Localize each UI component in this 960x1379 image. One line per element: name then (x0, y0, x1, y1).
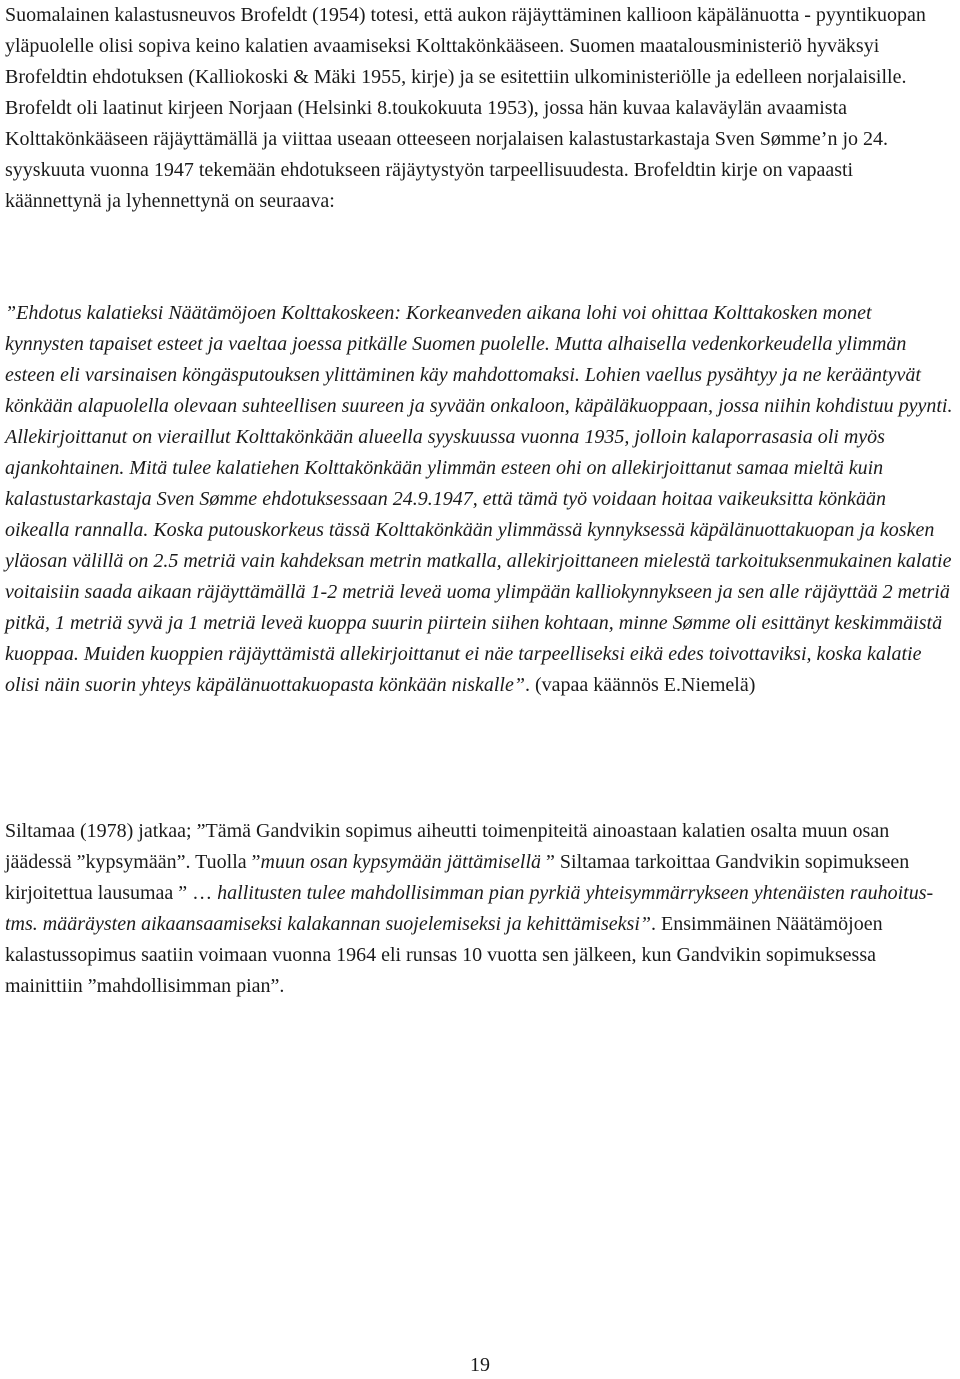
quote-text: ”Ehdotus kalatieksi Näätämöjoen Kolttakoskeen: Korkeanveden aikana lohi voi ohittaa Kolttakosken monet kynnysten tapaiset esteet ja vaeltaa joessa pitkälle Suomen puolelle. Mutta alhaisella vedenkorkeudella ylimmän esteen eli varsinaisen köngäsputouksen ylittäminen käy mahdottomaksi. Lohien vaellus pysähtyy ja ne kerääntyvät könkään alapuolella olevaan suhteellisen suureen ja syvään onkaloon, käpäläkuoppaan, jossa niihin kohdistuu pyynti. Allekirjoittanut on vieraillut Kolttakönkään alueella syyskuussa vuonna 1935, jolloin kalaporrasasia oli myös ajankohtainen. Mitä tulee kalatiehen Kolttakönkään ylimmän esteen ohi on allekirjoittanut samaa mieltä kuin kalastustarkastaja Sven Sømme ehdotuksessaan 24.9.1947, että tämä työ voidaan hoitaa vaikeuksitta könkään oikealla rannalla. Koska putouskorkeus tässä Kolttakönkään ylimmässä kynnyksessä käpälänuottakuopan ja kosken yläosan välillä on 2.5 metriä vain kahdeksan metrin matkalla, allekirjoittaneen mielestä tarkoituksenmukainen kalatie voitaisiin saada aikaan räjäyttämällä 1-2 metriä leveä uoma ylimpään kalliokynnykseen ja sen alle räjäyttää 2 metriä pitkä, 1 metriä syvä ja 1 metriä leveä kuoppa suurin piirtein siihen kohtaan, minne Sømme oli esittänyt keskimmäistä kuoppaa. Muiden kuoppien räjäyttämistä allekirjoittanut ei näe tarpeelliseksi eikä edes toivottaviksi, koska kalatie olisi näin suorin yhteys käpälänuottakuopasta könkään niskalle” (5, 302, 953, 696)
p3-italic-d: hallitusten tulee mahdollisimman pian pyrkiä yhteisymmärrykseen yhtenäisten rauhoitus-tms. määräysten aikaansaamiseksi kalakannan suojelemiseksi ja kehittämiseksi” (5, 882, 934, 935)
page-number: 19 (470, 1354, 490, 1376)
p3-italic-b: muun osan kypsymään jättämisellä (260, 851, 542, 873)
translation-credit: . (vapaa käännös E.Niemelä) (524, 674, 756, 696)
p3-text-c: ” Siltamaa tarkoittaa Gandvikin sopimukseen kirjoitettua lausumaa ” … (5, 851, 910, 904)
paragraph-translated-letter (5, 298, 955, 701)
paragraph-siltamaa (5, 816, 950, 1002)
paragraph-brofeldt-intro: Suomalainen kalastusneuvos Brofeldt (1954) totesi, että aukon räjäyttäminen kallioon käpälänuotta - pyyntikuopan yläpuolelle olisi sopiva keino kalatien avaamiseksi Kolttakönkääseen. Suomen maatalousministeriö hyväksyi Brofeldtin ehdotuksen (Kalliokoski & Mäki 1955, kirje) ja se esitettiin ulkoministeriölle ja edelleen norjalaisille. Brofeldt oli laatinut kirjeen Norjaan (Helsinki 8.toukokuuta 1953), jossa hän kuvaa kalaväylän avaamista Kolttakönkääseen räjäyttämällä ja viittaa useaan otteeseen norjalaisen kalastustarkastaja Sven Sømme’n jo 24. syyskuuta vuonna 1947 tekemään ehdotukseen räjäytystyön tarpeellisuudesta. Brofeldtin kirje on vapaasti käännettynä ja lyhennettynä on seuraava: (5, 4, 926, 212)
p3-text-e: . Ensimmäinen Näätämöjoen kalastussopimus saatiin voimaan vuonna 1964 eli runsas 10 vuotta sen jälkeen, kun Gandvikin sopimuksessa mainittiin ”mahdollisimman pian”. (5, 913, 883, 997)
p3-text-a: Siltamaa (1978) jatkaa; ”Tämä Gandvikin sopimus aiheutti toimenpiteitä ainoastaan kalatien osalta muun osan jäädessä ”kypsymään”. Tuolla ” (5, 820, 890, 873)
